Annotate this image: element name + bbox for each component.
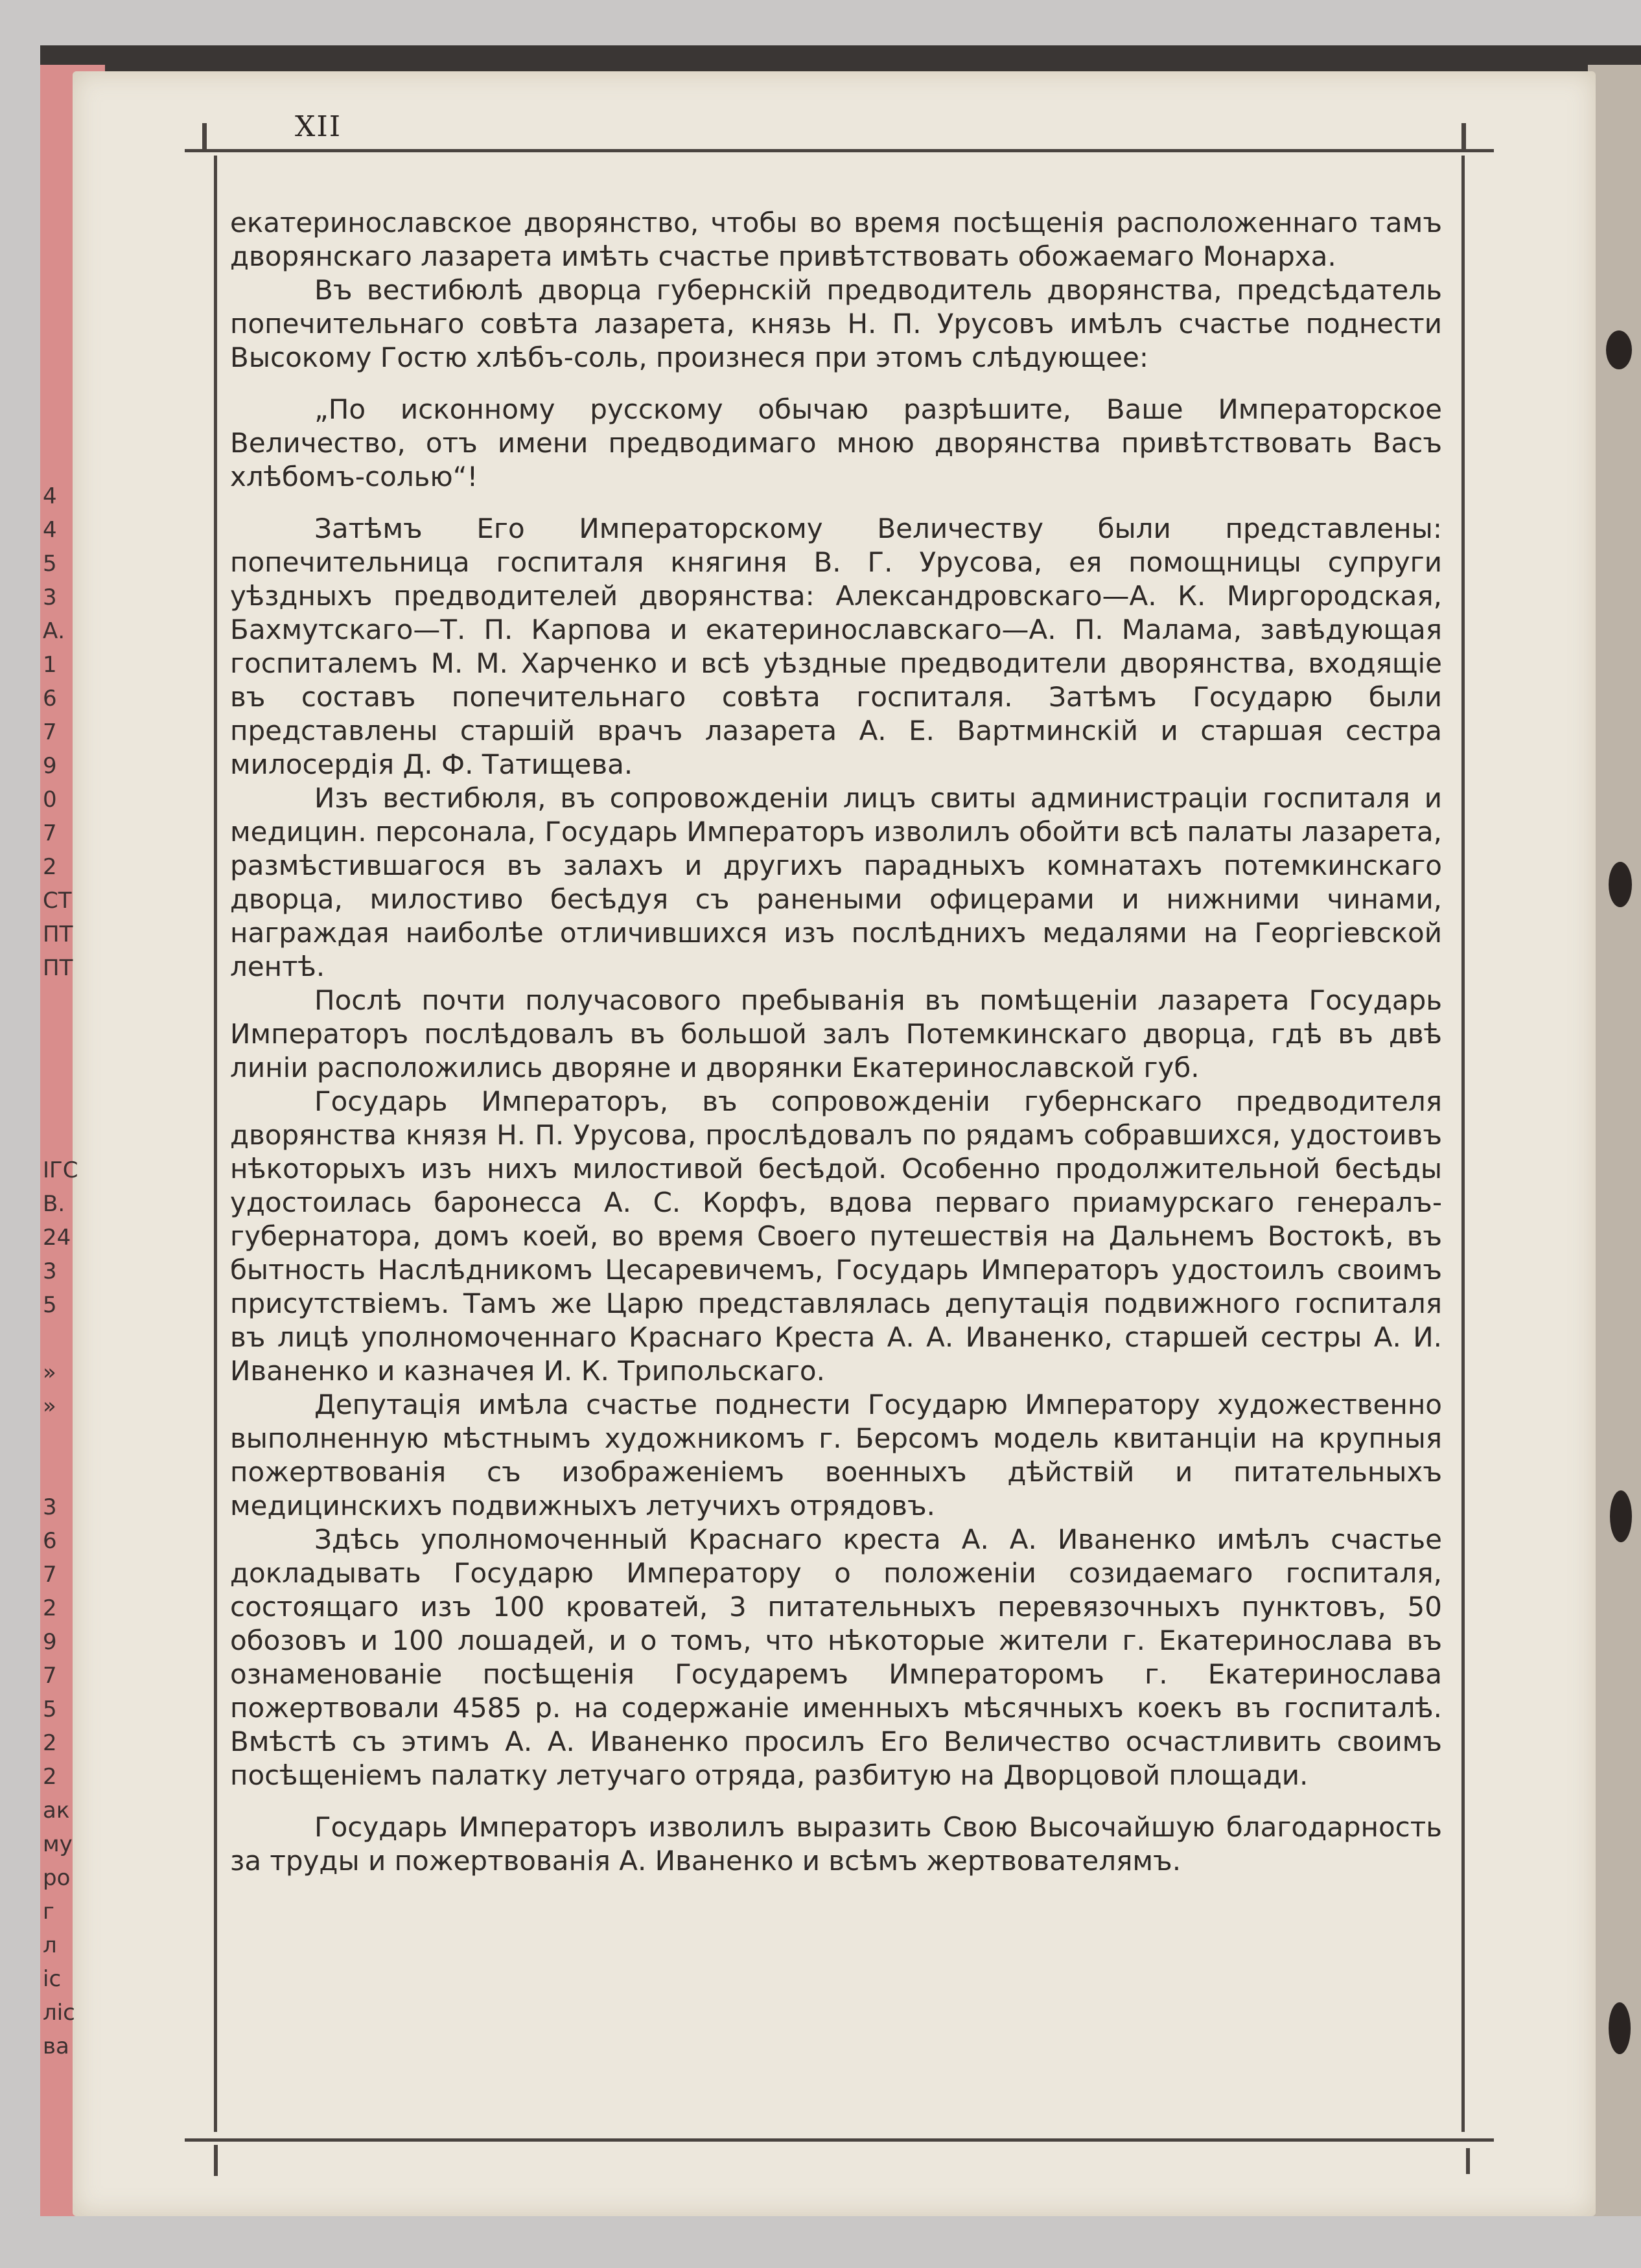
margin-fragment: ро: [43, 1865, 71, 1891]
margin-fragment: 6: [43, 686, 57, 712]
margin-fragment: [43, 1120, 92, 1153]
margin-fragment: 7: [43, 1663, 57, 1689]
margin-fragment: 7: [43, 820, 57, 846]
frame-left-line: [214, 156, 217, 2132]
quoted-paragraph: „По исконному русскому обычаю разрѣшите, Ваше Императорское Величество, отъ имени предводимаго мною дворянства привѣтствовать Васъ хлѣбомъ-солью“!: [230, 393, 1442, 492]
margin-fragment: ак: [43, 1798, 70, 1823]
paragraph: Послѣ почти получасового пребыванія въ помѣщеніи лазарета Государь Императоръ послѣдовалъ въ большой залъ Потемкинскаго дворца, гдѣ въ двѣ линіи расположились дворяне и дворянки Екатеринославской губ.: [230, 984, 1442, 1083]
margin-fragment: 2: [43, 1595, 57, 1621]
margin-fragment: ПТ: [43, 921, 73, 947]
margin-fragment: г: [43, 1899, 54, 1925]
margin-fragment: му: [43, 1831, 73, 1857]
margin-fragment: ІГС: [43, 1157, 78, 1183]
margin-fragment: ПТ: [43, 955, 73, 981]
margin-fragment: »: [43, 1360, 56, 1385]
header-rule: [185, 149, 1494, 152]
paragraph: Затѣмъ Его Императорскому Величеству были представлены: попечительница госпиталя княгиня В. Г. Урусова, ея помощницы супруги уѣздныхъ предводителей дворянства: Александровскаго—А. К. Миргородская, Бахмутскаго—Т. П. Карпова и екатеринославскаго—А. П. Малама, завѣдующая госпиталемъ М. М. Харченко и всѣ уѣздные предводители дворянства, входящіе въ составъ попечительнаго совѣта госпиталя. Затѣмъ Государю были представлены старшій врачъ лазарета А. Е. Вартминскій и старшая сестра милосердія Д. Ф. Татищева.: [230, 513, 1442, 780]
binding-mark: [1610, 1490, 1632, 1542]
paragraph: Въ вестибюлѣ дворца губернскій предводитель дворянства, предсѣдатель попечительнаго совѣта лазарета, князь Н. П. Урусовъ имѣлъ счастье поднести Высокому Гостю хлѣбъ-соль, произнеся при этомъ слѣдующее:: [230, 274, 1442, 373]
paragraph: Государь Императоръ изволилъ выразить Свою Высочайшую благодарность за труды и пожертвованія А. Иваненко и всѣмъ жертвователямъ.: [230, 1811, 1442, 1877]
margin-fragment: 3: [43, 1494, 57, 1520]
margin-fragment: 7: [43, 719, 57, 745]
margin-fragment: іс: [43, 1966, 62, 1992]
margin-fragment: 5: [43, 1696, 57, 1722]
page-number: XII: [295, 110, 342, 143]
margin-fragment: [43, 1423, 92, 1457]
margin-fragment: 9: [43, 1629, 57, 1655]
right-page-shadow: [1588, 65, 1641, 2216]
header-tick-left: [202, 123, 207, 150]
margin-fragment: 5: [43, 551, 57, 577]
margin-fragment: 2: [43, 1764, 57, 1790]
margin-fragment: [43, 1322, 92, 1356]
margin-fragment: СТ: [43, 888, 72, 914]
margin-fragment: ва: [43, 2033, 69, 2059]
margin-fragment: 3: [43, 1258, 57, 1284]
margin-fragments: [43, 480, 92, 2063]
paragraph: екатеринославское дворянство, чтобы во время посѣщенія расположеннаго тамъ дворянскаго лазарета имѣть счастье привѣтствовать обожаемаго Монарха.: [230, 207, 1442, 272]
margin-fragment: 3: [43, 584, 57, 610]
paragraph: Изъ вестибюля, въ сопровожденіи лицъ свиты администраціи госпиталя и медицин. персонала, Государь Императоръ изволилъ обойти всѣ палаты лазарета, размѣстившагося въ залахъ и другихъ парадныхъ комнатахъ потемкинскаго дворца, милостиво бесѣдуя съ ранеными офицерами и нижними чинами, награждая наиболѣе отличившихся изъ послѣднихъ медалями на Георгіевской лентѣ.: [230, 782, 1442, 982]
margin-fragment: В.: [43, 1191, 65, 1217]
margin-fragment: [43, 1019, 92, 1052]
margin-fragment: 1: [43, 652, 57, 678]
margin-fragment: 4: [43, 483, 57, 509]
footer-tick-left: [214, 2145, 218, 2176]
paragraph: Государь Императоръ, въ сопровожденіи губернскаго предводителя дворянства князя Н. П. Урусова, прослѣдовалъ по рядамъ собравшихся, удостоивъ нѣкоторыхъ изъ нихъ милостивой бесѣдой. Особенно продолжительной бесѣды удостоилась баронесса А. С. Корфъ, вдова перваго приамурскаго генералъ-губернатора, домъ коей, во время Своего путешествія на Дальнемъ Востокѣ, въ бытность Наслѣдникомъ Цесаревичемъ, Государь Императоръ удостоилъ своимъ присутствіемъ. Тамъ же Царю представлялась депутація подвижного госпиталя въ лицѣ уполномоченнаго Краснаго Креста А. А. Иваненко, старшей сестры А. И. Иваненко и казначея И. К. Трипольскаго.: [230, 1085, 1442, 1387]
footer-rule: [185, 2138, 1494, 2142]
binding-mark: [1606, 330, 1632, 369]
margin-fragment: [43, 1052, 92, 1086]
margin-fragment: 9: [43, 753, 57, 779]
footer-tick-right: [1466, 2148, 1470, 2174]
margin-fragment: [43, 1457, 92, 1490]
margin-fragment: 24: [43, 1225, 71, 1251]
margin-fragment: 2: [43, 1730, 57, 1756]
paragraph: Здѣсь уполномоченный Краснаго креста А. А. Иваненко имѣлъ счастье докладывать Государю Императору о положеніи созидаемаго госпиталя, состоящаго изъ 100 кроватей, 3 питательныхъ перевязочныхъ пунктовъ, 50 обозовъ и 100 лошадей, и о томъ, что нѣкоторые жители г. Екатеринослава въ ознаменованіе посѣщенія Государемъ Императоромъ г. Екатеринослава пожертвовали 4585 р. на содержаніе именныхъ мѣсячныхъ коекъ въ госпиталѣ. Вмѣстѣ съ этимъ А. А. Иваненко просилъ Его Величество осчастливить своимъ посѣщеніемъ палатку летучаго отряда, разбитую на Дворцовой площади.: [230, 1523, 1442, 1791]
margin-fragment: 6: [43, 1528, 57, 1554]
margin-fragment: 2: [43, 854, 57, 880]
header-tick-right: [1461, 123, 1466, 150]
binding-mark: [1609, 862, 1632, 907]
margin-fragment: ліс: [43, 2000, 75, 2026]
margin-fragment: 0: [43, 787, 57, 813]
margin-fragment: л: [43, 1932, 57, 1958]
margin-fragment: [43, 985, 92, 1019]
paragraph: Депутація имѣла счастье поднести Государю Императору художественно выполненную мѣстнымъ художникомъ г. Берсомъ модель квитанціи на крупныя пожертвованія съ изображеніемъ военныхъ дѣйствій и питательныхъ медицинскихъ подвижныхъ летучихъ отрядовъ.: [230, 1389, 1442, 1522]
margin-fragment: 5: [43, 1292, 57, 1318]
margin-fragment: 4: [43, 517, 57, 543]
margin-fragment: [43, 1086, 92, 1120]
body-text: [230, 206, 1442, 1878]
margin-fragment: 7: [43, 1562, 57, 1588]
margin-fragment: »: [43, 1393, 56, 1419]
frame-right-line: [1461, 156, 1465, 2132]
binding-mark: [1609, 2002, 1631, 2054]
margin-fragment: А.: [43, 618, 65, 644]
